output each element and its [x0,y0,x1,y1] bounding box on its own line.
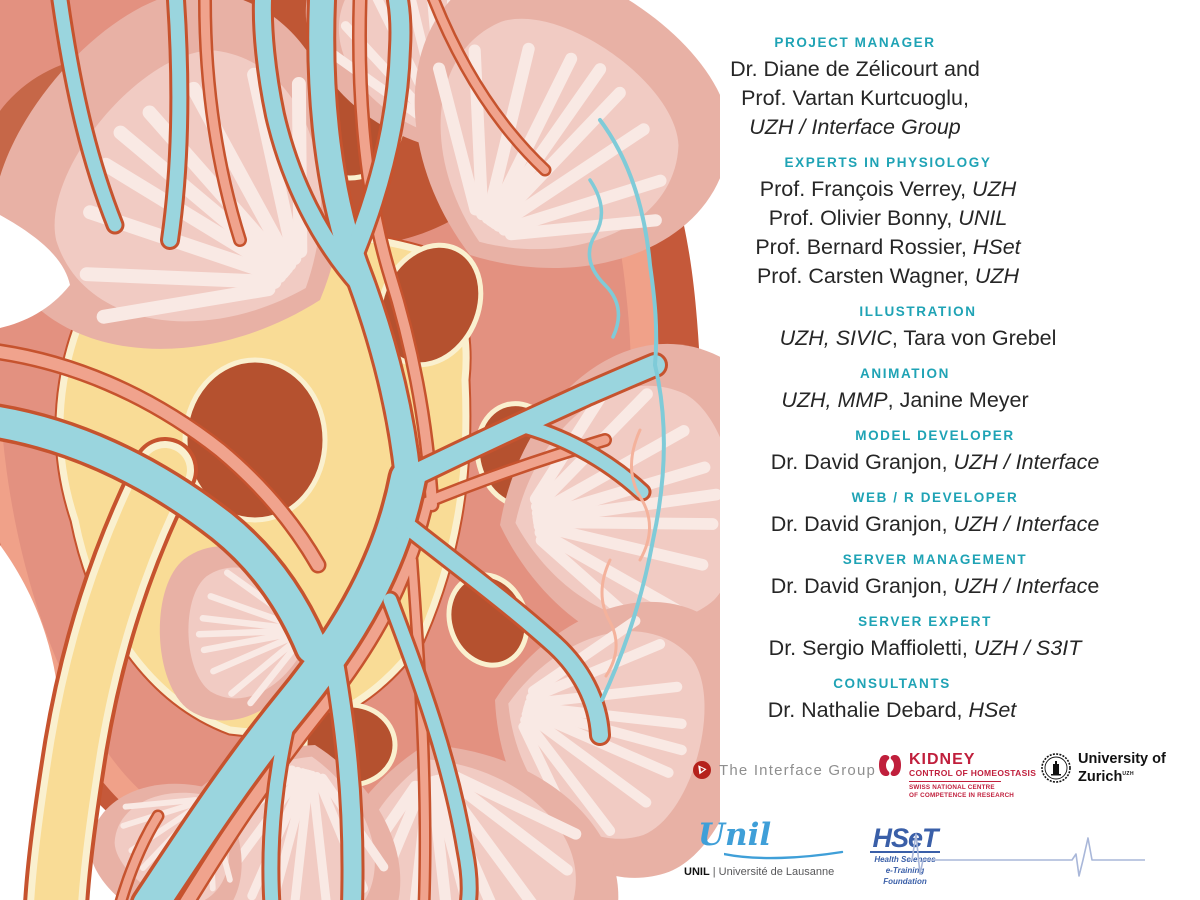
uzh-logo [1040,752,1166,785]
credit-line: Dr. David Granjon, UZH / Interface [770,512,1100,536]
uzh-line1: University of [1078,751,1166,767]
credit-section-model-developer [695,427,1175,477]
credit-line: Dr. David Granjon, UZH / Interface [770,450,1100,474]
interface-group-icon [692,760,712,780]
credit-role-heading: CONSULTANTS [833,676,951,691]
unil-name: UNIL [684,866,710,878]
credit-line: Prof. François Verrey, UZH [759,177,1017,201]
credit-line: Prof. Bernard Rossier, HSet [755,235,1021,259]
interface-group-label: The Interface Group [719,761,877,779]
unil-divider: | [712,866,716,878]
ecg-trace [900,830,1150,886]
credit-role-heading: WEB / R DEVELOPER [851,490,1019,505]
nccr-note-line2: OF COMPETENCE IN RESEARCH [909,791,1015,799]
hset-sub2: e-Training [885,866,925,875]
credit-line: UZH, SIVIC, Tara von Grebel [779,326,1057,350]
credit-section-server-expert [685,613,1165,663]
hset-sub3: Foundation [883,877,927,886]
credit-role-heading: EXPERTS IN PHYSIOLOGY [784,155,992,170]
credit-section-experts-in-physiology [648,154,1128,291]
credit-line: Prof. Vartan Kurtcuoglu, [741,86,969,110]
credit-line: Dr. Nathalie Debard, HSet [767,698,1017,722]
nccr-divider [909,781,1001,782]
credit-section-animation [665,365,1145,415]
credit-role-heading: MODEL DEVELOPER [855,428,1015,443]
credit-line: Dr. Diane de Zélicourt and [730,57,980,81]
credits-column [660,34,1140,737]
uzh-line2: Zurich [1078,768,1123,785]
credit-line: Dr. David Granjon, UZH / Interface [770,574,1100,598]
credit-section-consultants [652,675,1132,725]
hset-wordmark: HSeT [872,823,938,853]
unil-sub: Université de Lausanne [718,866,835,878]
hset-sub1: Health Sciences [874,855,936,864]
unil-wordmark: Unil [698,817,772,853]
credit-line: UZH / Interface Group [749,115,961,139]
credit-role-heading: PROJECT MANAGER [774,35,936,50]
uzh-seal-icon [1040,752,1072,784]
nccr-note-line1: SWISS NATIONAL CENTRE [909,784,995,791]
credit-line: Prof. Olivier Bonny, UNIL [768,206,1008,230]
credit-section-illustration [678,303,1158,353]
nccr-subtitle: CONTROL OF HOMEOSTASIS [909,768,1037,778]
credit-line: Dr. Sergio Maffioletti, UZH / S3IT [768,636,1082,660]
interface-group-logo [692,760,876,780]
uzh-sup: UZH [1122,771,1135,777]
credit-role-heading: ILLUSTRATION [859,304,977,319]
credit-section-web-r-developer [695,489,1175,539]
credit-role-heading: ANIMATION [860,366,950,381]
credit-role-heading: SERVER MANAGEMENT [842,552,1028,567]
nccr-title: KIDNEY [909,751,976,768]
credit-section-server-management [695,551,1175,601]
credit-role-heading: SERVER EXPERT [858,614,992,629]
nccr-kidney-logo [878,752,1036,799]
credit-line: UZH, MMP, Janine Meyer [781,388,1029,412]
credit-section-project-manager [615,34,1095,142]
credit-line: Prof. Carsten Wagner, UZH [756,264,1020,288]
kidney-beans-icon [878,752,902,779]
unil-logo [684,817,874,878]
